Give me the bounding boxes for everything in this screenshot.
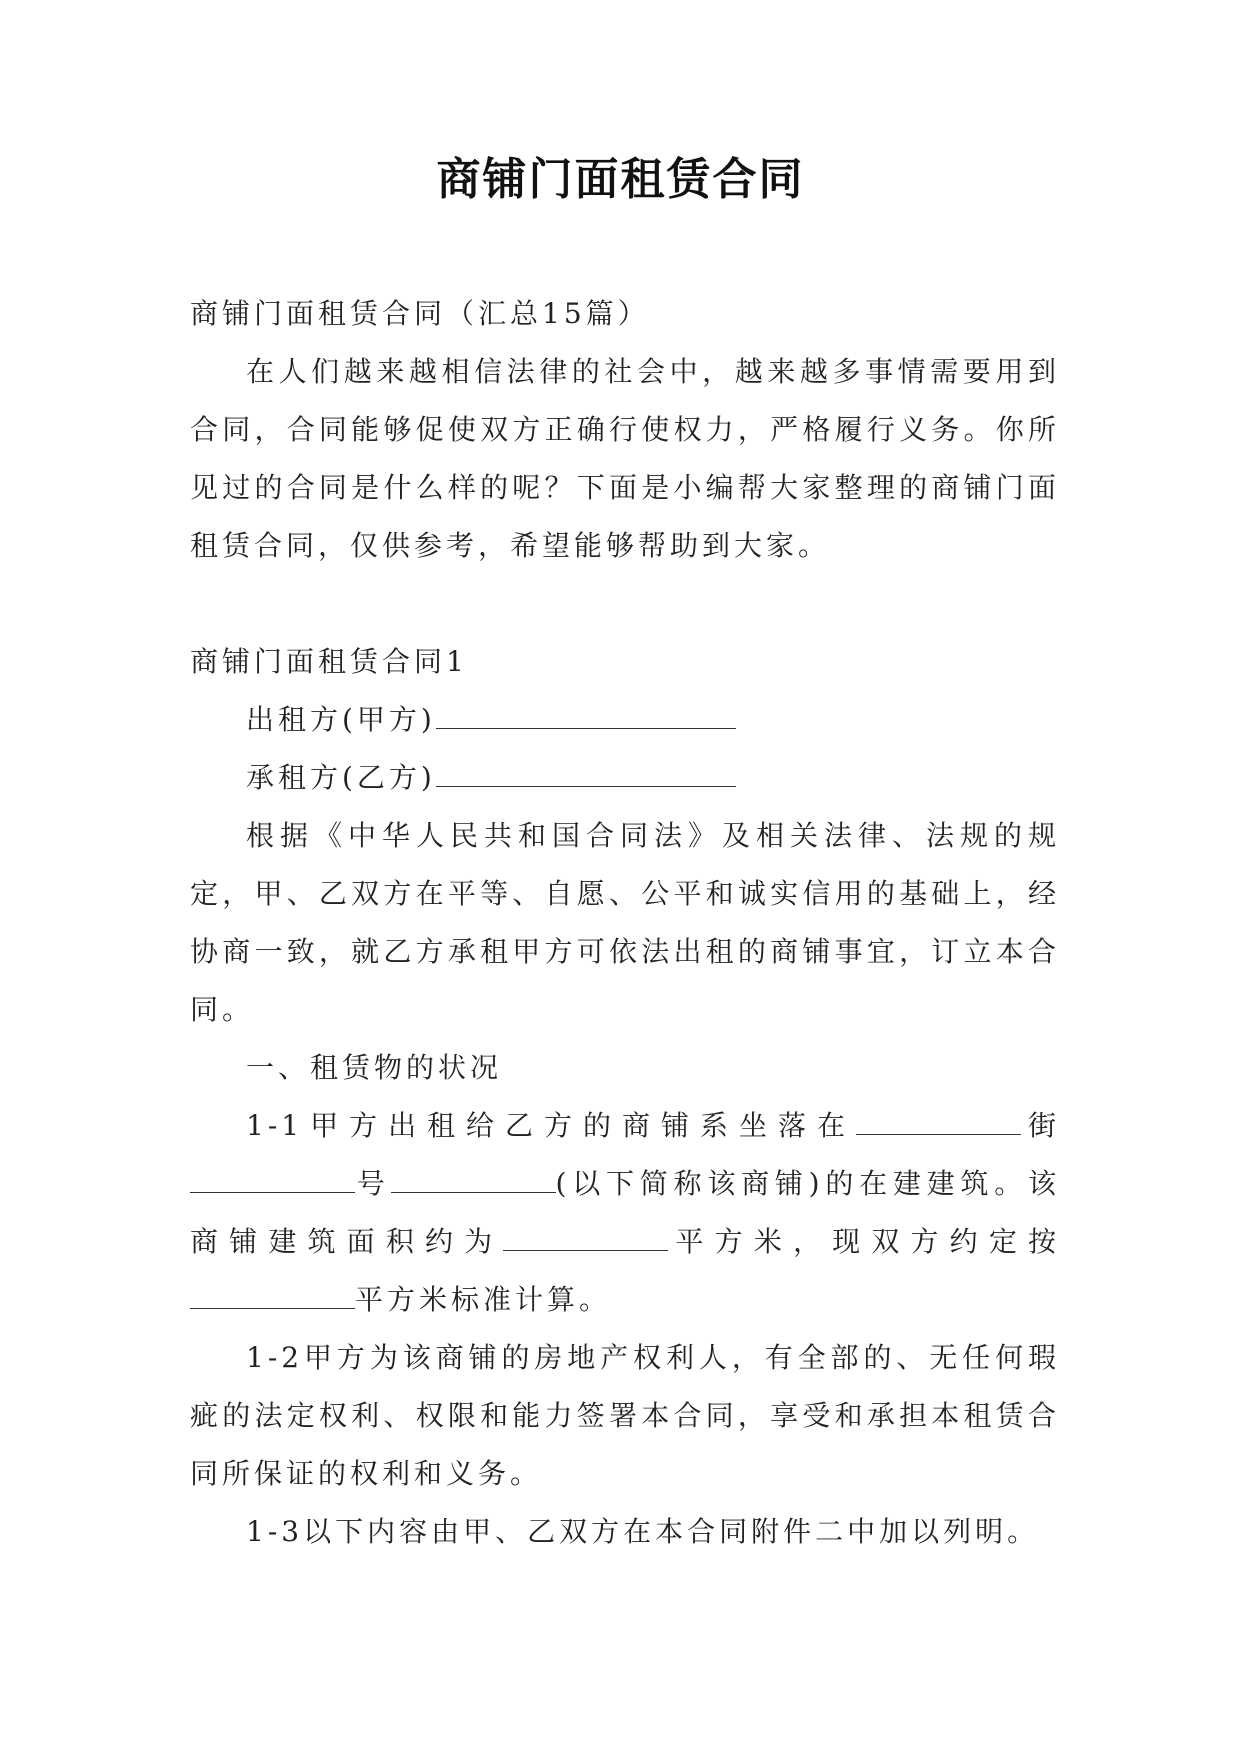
paragraph-gap — [190, 575, 1060, 633]
number-blank[interactable] — [391, 1162, 556, 1193]
document-title: 商铺门面租赁合同 — [436, 154, 805, 205]
party-a-blank[interactable] — [436, 698, 736, 729]
intro-paragraph: 在人们越来越相信法律的社会中，越来越多事情需要用到合同，合同能够促使双方正确行使权力，严格履行义务。你所见过的合同是什么样的呢？下面是小编帮大家整理的商铺门面租赁合同，仅供参考，希望能够帮助到大家。 — [190, 355, 1060, 562]
clause-1-1 — [190, 1097, 1060, 1329]
clause-1-1-text: 1-1甲方出租给乙方的商铺系坐落在 — [246, 1109, 856, 1142]
article-heading: 一、租赁物的状况 — [246, 1051, 503, 1084]
preamble-paragraph: 根据《中华人民共和国合同法》及相关法律、法规的规定，甲、乙双方在平等、自愿、公平和诚实信用的基础上，经协商一致，就乙方承租甲方可依法出租的商铺事宜，订立本合同。 — [190, 819, 1060, 1026]
section-heading: 商铺门面租赁合同1 — [190, 645, 468, 678]
clause-1-1-text: 平方米，现双方约定按 — [668, 1225, 1060, 1258]
party-b-line — [190, 749, 1060, 807]
document-body — [190, 285, 1060, 1561]
clause-1-1-text: 街 — [1021, 1109, 1060, 1142]
document-subtitle: 商铺门面租赁合同（汇总15篇） — [190, 297, 650, 330]
clause-1-3: 1-3以下内容由甲、乙双方在本合同附件二中加以列明。 — [246, 1515, 1040, 1548]
party-b-label: 承租方(乙方) — [246, 761, 436, 794]
party-a-label: 出租方(甲方) — [246, 703, 436, 736]
party-a-line — [190, 691, 1060, 749]
street-blank[interactable] — [856, 1104, 1021, 1135]
street-name-blank[interactable] — [190, 1162, 355, 1193]
clause-1-1-text: (以下简称该商铺)的在建建筑。该商铺建筑面积约为 — [190, 1167, 1060, 1258]
party-b-blank[interactable] — [436, 756, 736, 787]
clause-1-1-text: 号 — [355, 1167, 391, 1200]
area-blank[interactable] — [503, 1220, 668, 1251]
standard-area-blank[interactable] — [190, 1278, 355, 1309]
clause-1-1-text: 平方米标准计算。 — [355, 1283, 612, 1316]
clause-1-2: 1-2甲方为该商铺的房地产权利人，有全部的、无任何瑕疵的法定权利、权限和能力签署本合同，享受和承担本租赁合同所保证的权利和义务。 — [190, 1341, 1060, 1490]
